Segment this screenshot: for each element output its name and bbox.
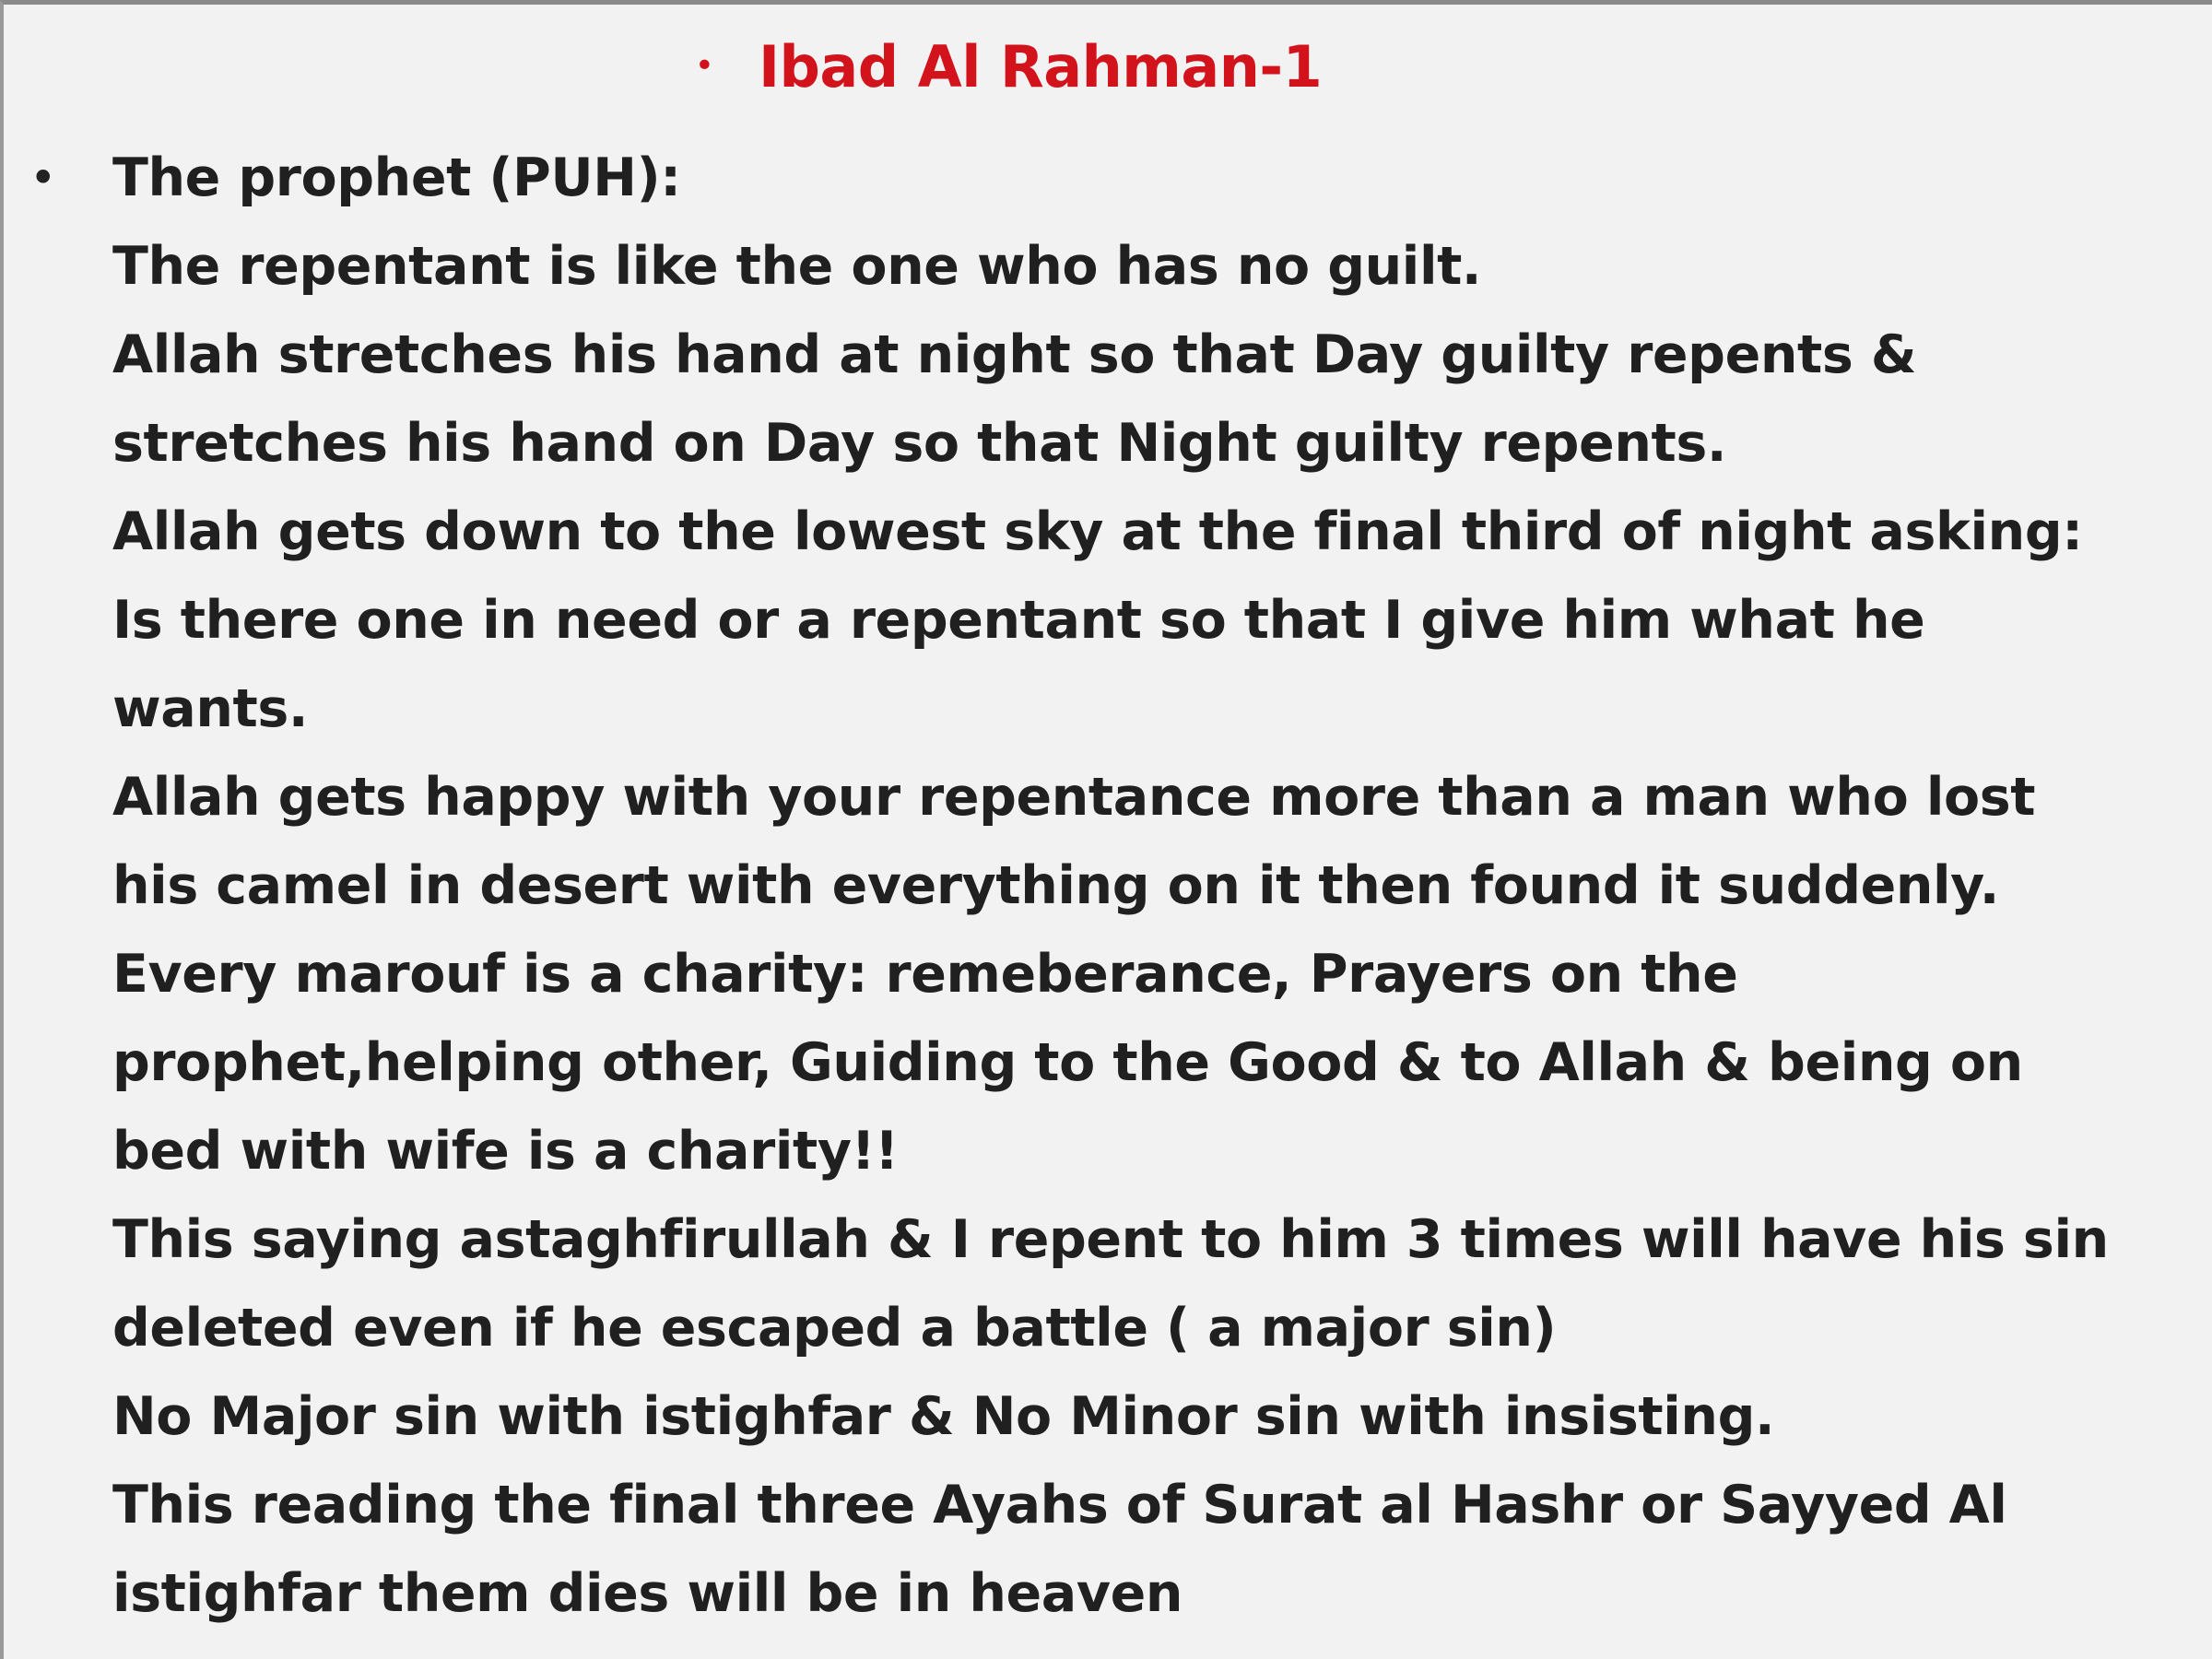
bullet-item [29, 134, 2195, 1638]
text-line: deleted even if he escaped a battle ( a major sin) [112, 1298, 1557, 1359]
text-line: The prophet (PUH): [112, 147, 681, 208]
bullet-dot: • [29, 151, 57, 205]
text-line: bed with wife is a charity!! [112, 1121, 899, 1182]
text-line: prophet,helping other, Guiding to the Good & to Allah & being on [112, 1032, 2023, 1093]
title-row [4, 25, 2212, 108]
text-line: his camel in desert with everything on it then found it suddenly. [112, 855, 1999, 916]
text-line: stretches his hand on Day so that Night guilty repents. [112, 413, 1727, 474]
text-line: Is there one in need or a repentant so that I give him what he [112, 590, 1925, 651]
text-line: Allah gets happy with your repentance more than a man who lost [112, 767, 2036, 828]
text-line: This saying astaghfirullah & I repent to him 3 times will have his sin [112, 1209, 2109, 1270]
text-line: Allah gets down to the lowest sky at the final third of night asking: [112, 501, 2083, 562]
title-bullet: • [694, 47, 714, 85]
text-line: Every marouf is a charity: remeberance, Prayers on the [112, 944, 1738, 1005]
bullet-text [112, 134, 2195, 1638]
text-line: The repentant is like the one who has no guilt. [112, 236, 1482, 297]
text-line: wants. [112, 678, 309, 739]
text-line: istighfar them dies will be in heaven [112, 1563, 1183, 1624]
slide-title: Ibad Al Rahman-1 [758, 32, 1323, 100]
text-line: This reading the final three Ayahs of Surat al Hashr or Sayyed Al [112, 1475, 2007, 1535]
text-line: Allah stretches his hand at night so that Day guilty repents & [112, 324, 1917, 385]
text-line: No Major sin with istighfar & No Minor sin with insisting. [112, 1386, 1775, 1447]
slide-content [29, 134, 2195, 1638]
